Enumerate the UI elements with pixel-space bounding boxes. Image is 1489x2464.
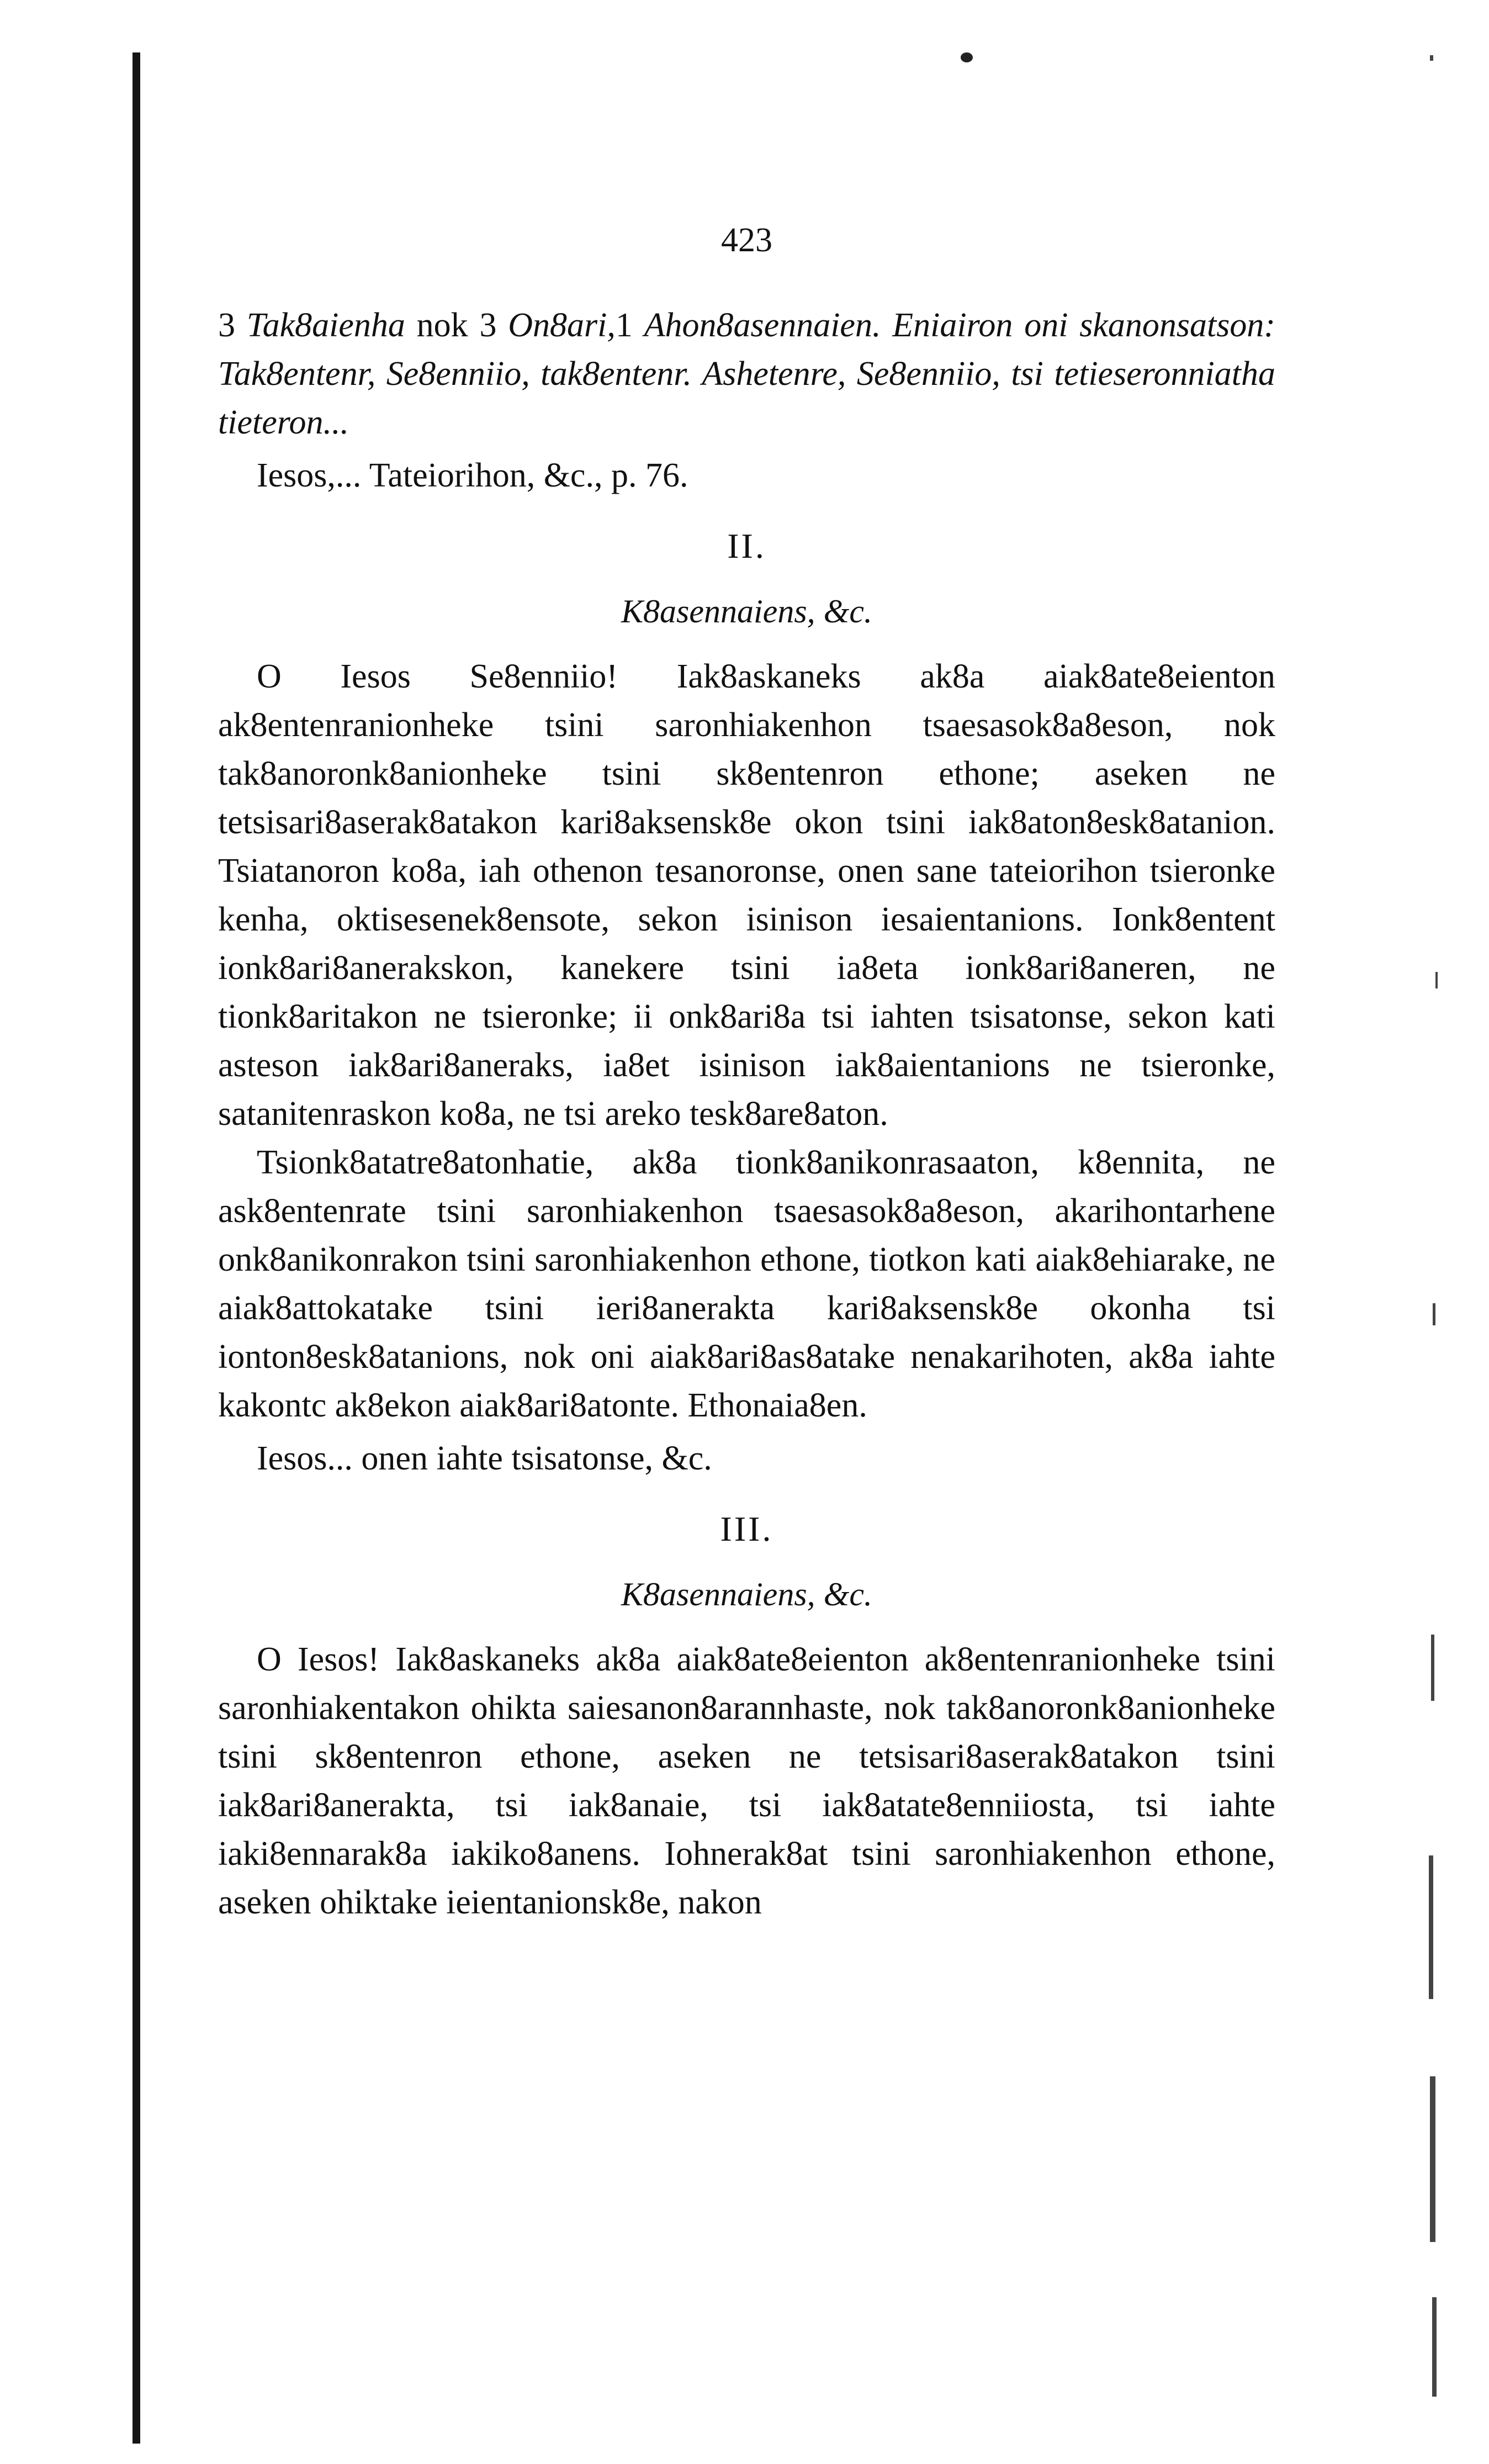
page-number: 423 <box>721 221 772 259</box>
ink-mark <box>961 52 973 62</box>
page-content <box>218 218 1275 1927</box>
intro-text-2: Tak8aienha <box>246 306 405 344</box>
intro-text-1: 3 <box>218 306 247 344</box>
section-3-paragraph-1: O Iesos! Iak8askaneks ak8a aiak8ate8eienton ak8entenranionheke tsini saronhiakentakon ohikta saiesanon8arannhaste, nok tak8anoronk8anionheke tsini sk8entenron ethone, aseken ne tetsisari8aserak8atakon tsini iak8ari8anerakta, tsi iak8anaie, tsi iak8atate8enniiosta, tsi iahte iaki8ennarak8a iakiko8anens. Iohnerak8at tsini saronhiakenhon ethone, aseken ohiktake ieientanionsk8e, nakon <box>218 1641 1275 1921</box>
margin-noise <box>1419 33 1452 2424</box>
reference-line-1: Iesos,... Tateiorihon, &c., p. 76. <box>257 457 688 494</box>
binding-edge <box>133 52 140 2444</box>
reference-line-2: Iesos... onen iahte tsisatonse, &c. <box>257 1440 712 1477</box>
intro-text-4: On8ari, <box>508 306 616 344</box>
section-2-paragraph-1: O Iesos Se8enniio! Iak8askaneks ak8a aiak8ate8eienton ak8entenranionheke tsini saronhiakenhon tsaesasok8a8eson, nok tak8anoronk8anionheke tsini sk8entenron ethone; aseken ne tetsisari8aserak8atakon kari8aksensk8e okon tsini iak8aton8esk8atanion. Tsiatanoron ko8a, iah othenon tesanoronse, onen sane tateiorihon tsieronke kenha, oktisesenek8ensote, sekon isinison iesaientanions. Ionk8entent ionk8ari8anerakskon, kanekere tsini ia8eta ionk8ari8aneren, ne tionk8aritakon ne tsieronke; ii onk8ari8a tsi iahten tsisatonse, sekon kati asteson iak8ari8aneraks, ia8et isinison iak8aientanions ne tsieronke, satanitenraskon ko8a, ne tsi areko tesk8are8aton. <box>218 658 1275 1133</box>
section-2-paragraph-2: Tsionk8atatre8atonhatie, ak8a tionk8anikonrasaaton, k8ennita, ne ask8entenrate tsini saronhiakenhon tsaesasok8a8eson, akarihontarhene onk8anikonrakon tsini saronhiakenhon ethone, tiotkon kati aiak8ehiarake, ne aiak8attokatake tsini ieri8anerakta kari8aksensk8e okonha tsi ionton8esk8atanions, nok oni aiak8ari8as8atake nenakarihoten, ak8a iahte kakontc ak8ekon aiak8ari8atonte. Ethonaia8en. <box>218 1144 1275 1424</box>
intro-text-3: nok 3 <box>405 306 508 344</box>
section-numeral-3: III. <box>720 1509 773 1548</box>
section-subhead-2: K8asennaiens, &c. <box>621 593 872 630</box>
intro-paragraph <box>218 301 1275 447</box>
section-numeral-2: II. <box>727 526 766 565</box>
intro-text-6: Ahon8asennaien. Eniairon oni skanonsatson: Tak8entenr, Se8enniio, tak8entenr. Ashetenre, Se8enniio, tsi tetieseronniatha tieteron... <box>218 306 1275 441</box>
section-subhead-3: K8asennaiens, &c. <box>621 1576 872 1612</box>
intro-text-5: 1 <box>615 306 644 344</box>
